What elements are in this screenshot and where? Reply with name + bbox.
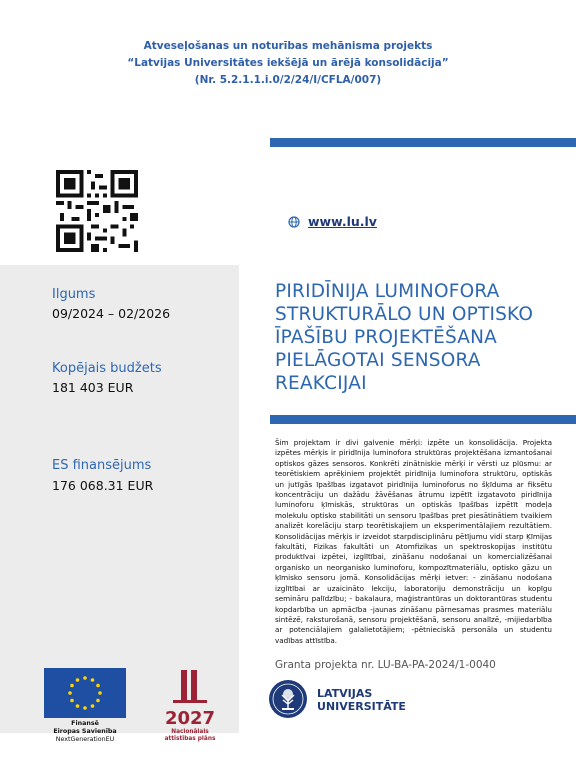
top-accent-band (270, 138, 576, 147)
globe-icon (288, 216, 300, 228)
header-line-3: (Nr. 5.2.1.1.i.0/2/24/I/CFLA/007) (194, 74, 382, 86)
duration-label: Ilgums (52, 287, 96, 302)
budget-label: Kopējais budžets (52, 361, 162, 376)
eu-star (96, 699, 100, 703)
duration-value: 09/2024 – 02/2026 (52, 306, 171, 321)
budget-value: 181 403 EUR (52, 380, 134, 395)
development-plan-year: 2027 (164, 708, 216, 729)
header-line-2: “Latvijas Universitātes iekšējā un ārējā konsolidācija” (127, 57, 449, 69)
eu-star (70, 684, 74, 688)
website-link-row (288, 214, 377, 229)
development-plan-caption-line-2: attīstības plāns (164, 736, 216, 742)
grant-number: Granta projekta nr. LU-BA-PA-2024/1-0040 (275, 659, 496, 671)
eu-star (83, 676, 87, 680)
eu-flag-logo (44, 668, 126, 718)
eu-caption-line-1: Finansē (71, 720, 99, 727)
national-development-plan-logo (160, 668, 220, 748)
sidebar-panel (0, 265, 239, 733)
eu-caption-line-3: NextGenerationEU (55, 736, 115, 743)
university-name-line-1: LATVIJAS (317, 687, 373, 700)
eu-star (98, 691, 102, 695)
header-line-1: Atveseļošanas un noturības mehānisma projekts (143, 40, 433, 52)
eu-funding-label: ES finansējums (52, 458, 152, 473)
development-plan-icon (160, 668, 220, 708)
eu-star (76, 704, 80, 708)
eu-star (83, 706, 87, 710)
project-description: Šim projektam ir divi galvenie mērķi: izpēte un konsolidācija. Projekta izpētes mērķis ir piridīnija luminofora struktūras projektēšana izmantošanai optiskos gāzes sensoros. Konkrēti zinātniskie mērķi ir vērsti uz plūsmu: ar teorētiskiem aprēķiniem projektēt piridīnija luminofora struktūru, optiskās un jutīgās īpašības izgatavot piridīnija luminoforus no šķīduma ar fiksētu koncentrāciju un dažādu žāvēšanas ātrumu izpētīt izgatavoto piridīnija luminoforu ķīmiskās, struktūras un optiskās īpašības izpētīt modeļa molekulu optisko stabilitāti un sensoru īpašības pret piesātinātiem tvaikiem analizēt korelāciju starp teorētiskajiem un eksperimentālajiem rezultātiem. Konsolidācijas mērķis ir izveidot starpdisciplināru pētījumu vidi starp Ķīmijas fakultāti, Fizikas fakultāti un Atomfizikas un spektroskopijas institūtu produktīvai izpētei, izglītībai, zināšanu nodošanai un komercializēšanai organisko un neorganisko luminoforu, kompozītmateriālu, optisko gāzu un ķīmisko sensoru jomā. Konsolidācijas mērķi ietver: - zināšanu nodošana izglītībai ar uzaicināto lekciju, laboratoriju demonstrāciju un kopīgu semināru palīdzību; - bakalaura, maģistrantūras un doktorantūras studentu kopdarbība un apmācība -jaunas zināšanu pārnesamas prasmes materiālu sintēzē, raksturošanā, sensoru projektēšanā, sensoru analīzē, -mijiedarbība ar potenciālajiem galalietotājiem; -pētnieciskā personāla un studentu vadības attīstība. (275, 438, 552, 645)
university-name (317, 687, 406, 713)
website-link[interactable]: www.lu.lv (308, 214, 377, 229)
eu-star (96, 684, 100, 688)
university-seal-logo (268, 679, 308, 719)
project-title: PIRIDĪNIJA LUMINOFORA STRUKTURĀLO UN OPTISKO ĪPAŠĪBU PROJEKTĒŠANA PIELĀGOTAI SENSORA REAKCIJAI (275, 281, 534, 394)
eu-star (70, 699, 74, 703)
qr-code[interactable] (56, 170, 138, 252)
eu-caption (44, 720, 126, 744)
eu-funding-value: 176 068.31 EUR (52, 478, 154, 493)
middle-accent-band (270, 415, 576, 424)
eu-star (91, 704, 95, 708)
project-header (0, 38, 576, 89)
eu-star (91, 678, 95, 682)
eu-star (76, 678, 80, 682)
eu-caption-line-2: Eiropas Savienība (53, 728, 117, 735)
university-name-line-2: UNIVERSITĀTE (317, 700, 406, 713)
development-plan-caption (160, 729, 220, 743)
eu-star (68, 691, 72, 695)
development-plan-caption-line-1: Nacionālais (171, 729, 209, 735)
